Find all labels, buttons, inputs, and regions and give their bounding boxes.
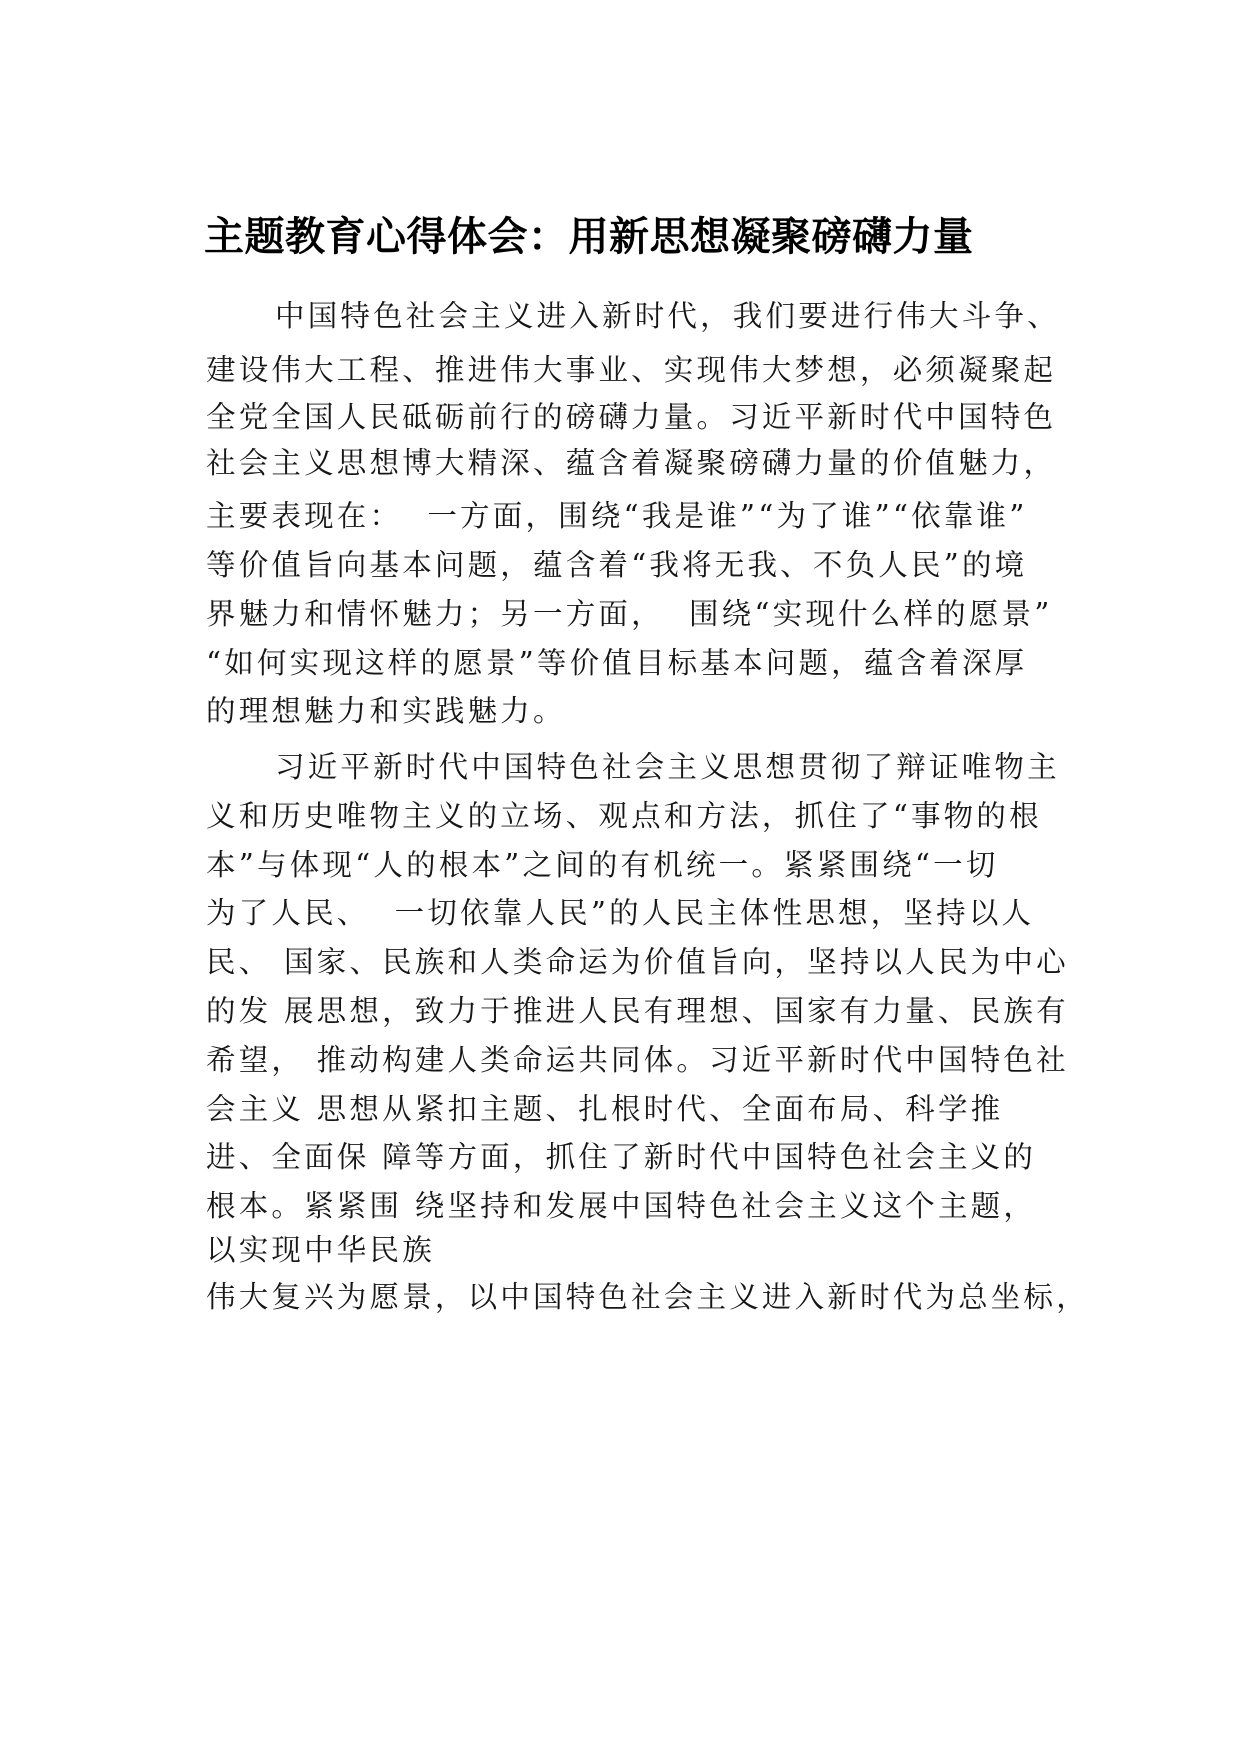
paragraph-2-line-6: 的发 展思想，致力于推进人民有理想、国家有力量、民族有	[206, 994, 1069, 1028]
paragraph-1-line-7: 界魅力和情怀魅力；另一方面， 围绕“实现什么样的愿景”	[206, 597, 1053, 631]
paragraph-2-line-10: 根本。紧紧围 绕坚持和发展中国特色社会主义这个主题，	[206, 1189, 1037, 1223]
paragraph-1-line-3: 全党全国人民砥砺前行的磅礴力量。习近平新时代中国特色	[206, 400, 1057, 434]
paragraph-1-line-1: 中国特色社会主义进入新时代，我们要进行伟大斗争、	[275, 299, 1060, 333]
paragraph-2-line-7: 希望， 推动构建人类命运共同体。习近平新时代中国特色社	[206, 1043, 1069, 1077]
paragraph-2-line-5: 民、 国家、民族和人类命运为价值旨向，坚持以人民为中心	[206, 945, 1069, 979]
paragraph-1-line-8: “如何实现这样的愿景”等价值目标基本问题，蕴含着深厚	[206, 646, 1028, 680]
paragraph-1-line-9: 的理想魅力和实践魅力。	[206, 694, 566, 728]
paragraph-2-line-3: 本”与体现“人的根本”之间的有机统一。紧紧围绕“一切	[206, 848, 999, 882]
paragraph-2-line-2: 义和历史唯物主义的立场、观点和方法，抓住了“事物的根	[206, 799, 1042, 833]
paragraph-1-line-5: 主要表现在： 一方面，围绕“我是谁”“为了谁”“依靠谁”	[206, 499, 1028, 533]
paragraph-1-line-2: 建设伟大工程、推进伟大事业、实现伟大梦想，必须凝聚起	[206, 353, 1057, 387]
paragraph-2-line-4: 为了人民、 一切依靠人民”的人民主体性思想，坚持以人	[206, 896, 1035, 930]
paragraph-1-line-4: 社会主义思想博大精深、蕴含着凝聚磅礴力量的价值魅力，	[206, 446, 1057, 480]
paragraph-2-line-11: 以实现中华民族	[206, 1233, 435, 1267]
paragraph-2-line-9: 进、全面保 障等方面，抓住了新时代中国特色社会主义的	[206, 1140, 1037, 1174]
document-title: 主题教育心得体会：用新思想凝聚磅礴力量	[204, 214, 974, 260]
paragraph-1-line-6: 等价值旨向基本问题，蕴含着“我将无我、不负人民”的境	[206, 548, 1028, 582]
paragraph-2-line-12: 伟大复兴为愿景，以中国特色社会主义进入新时代为总坐标，	[206, 1280, 1089, 1314]
paragraph-2-line-8: 会主义 思想从紧扣主题、扎根时代、全面布局、科学推	[206, 1092, 1004, 1126]
paragraph-2-line-1: 习近平新时代中国特色社会主义思想贯彻了辩证唯物主	[275, 750, 1060, 784]
